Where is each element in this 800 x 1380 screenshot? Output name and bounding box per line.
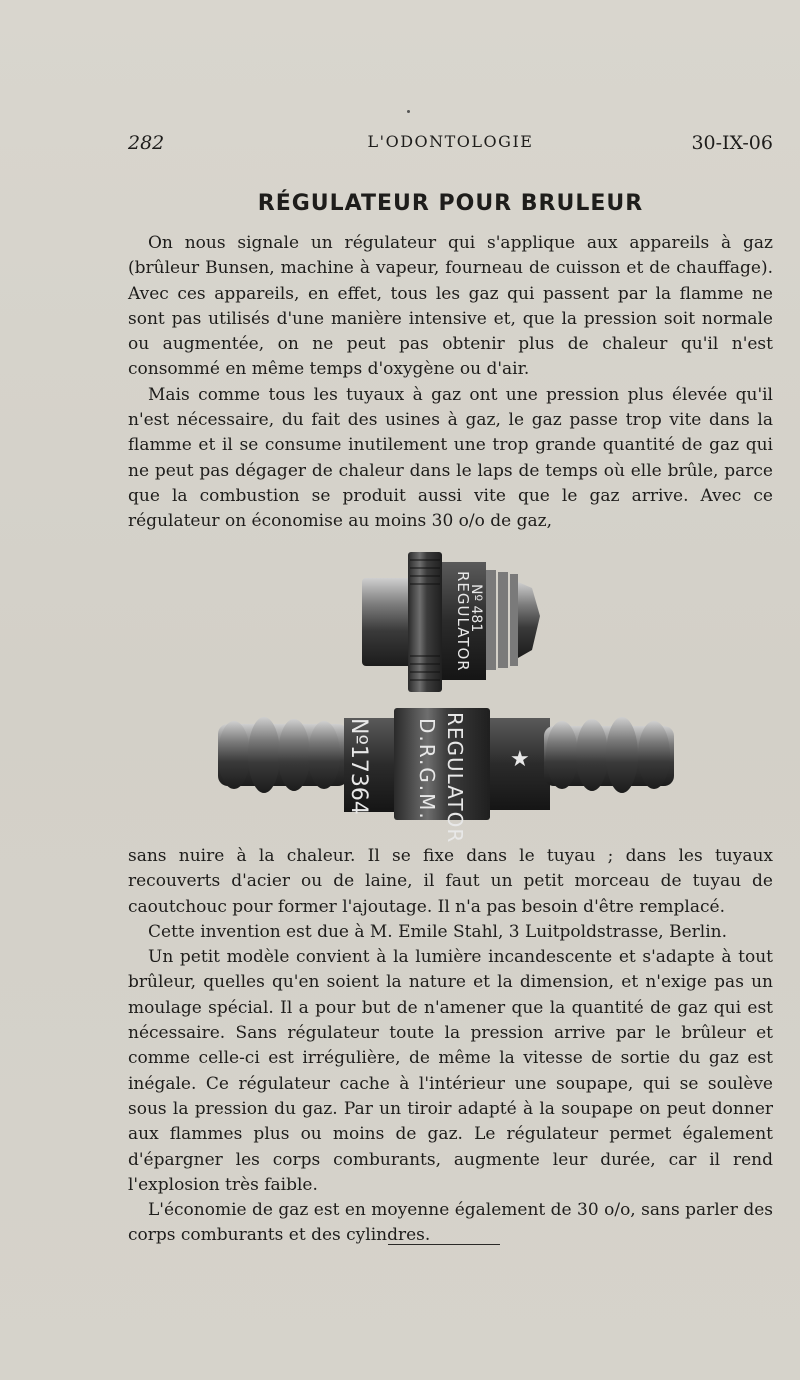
- text-before-figure: [128, 231, 773, 535]
- large-regulator-number: Nº17364: [346, 718, 371, 815]
- paragraph: L'économie de gaz est en moyenne également de 30 o/o, sans parler des corps comburants et des cylindres.: [128, 1200, 773, 1246]
- end-rule: [388, 1244, 500, 1245]
- paragraph: sans nuire à la chaleur. Il se fixe dans le tuyau ; dans les tuyaux recouverts d'acier ou de laine, il faut un petit morceau de tuyau de caoutchouc pour former l'ajoutage. Il n'a pas besoin d'être remplacé.: [128, 846, 773, 917]
- star-mark-icon: ★: [510, 747, 530, 772]
- paragraph: Un petit modèle convient à la lumière incandescente et s'adapte à tout brûleur, quelles qu'en soient la nature et la dimension, et n'exige pas un moulage spécial. Il a pour but de n'amener que la quantité de gaz qui est nécessaire. Sans régulateur toute la pression arrive par le brûleur et comme celle-ci est irrégulière, de même la vitesse de sortie du gaz est inégale. Ce régulateur cache à l'intérieur une soupape, qui se soulève sous la pression du gaz. Par un tiroir adapté à la soupape on peut donner aux flammes plus ou moins de gaz. Le régulateur permet également d'épargner les corps comburants, augmente leur durée, car il rend l'explosion très faible.: [128, 947, 773, 1195]
- print-speck: [407, 110, 410, 113]
- running-header: [128, 132, 773, 158]
- large-regulator: [218, 708, 674, 843]
- journal-title: L'ODONTOLOGIE: [367, 132, 534, 151]
- paragraph: Cette invention est due à M. Emile Stahl, 3 Luitpoldstrasse, Berlin.: [148, 921, 727, 942]
- small-regulator-number: Nº 481: [468, 584, 484, 633]
- paragraph: Mais comme tous les tuyaux à gaz ont une pression plus élevée qu'il n'est nécessaire, du fait des usines à gaz, le gaz passe trop vite dans la flamme et il se consume inutilement une trop grande quantité de gaz qui ne peut pas dégager de chaleur dans le laps de temps où elle brûle, parce que la combustion se produit aussi vite que le gaz arrive. Avec ce régulateur on économise au moins 30 o/o de gaz,: [128, 384, 773, 532]
- regulator-illustration: [214, 546, 678, 846]
- large-regulator-patent: D.R.G.M.: [415, 718, 439, 821]
- issue-date: 30-IX-06: [691, 132, 773, 154]
- small-regulator: [362, 552, 540, 692]
- page-number: 282: [128, 132, 165, 154]
- article-title: RÉGULATEUR POUR BRULEUR: [257, 191, 644, 216]
- text-after-figure: [128, 844, 773, 1249]
- small-regulator-label: REGULATOR: [454, 571, 472, 672]
- paragraph: On nous signale un régulateur qui s'applique aux appareils à gaz (brûleur Bunsen, machine à vapeur, fourneau de cuisson et de chauffage). Avec ces appareils, en effet, tous les gaz qui passent par la flamme ne sont pas utilisés d'une manière intensive et, que la pression soit normale ou augmentée, on ne peut pas obtenir plus de chaleur qu'il n'est consommé en même temps d'oxygène ou d'air.: [128, 233, 773, 380]
- large-regulator-label: REGULATOR: [443, 712, 467, 844]
